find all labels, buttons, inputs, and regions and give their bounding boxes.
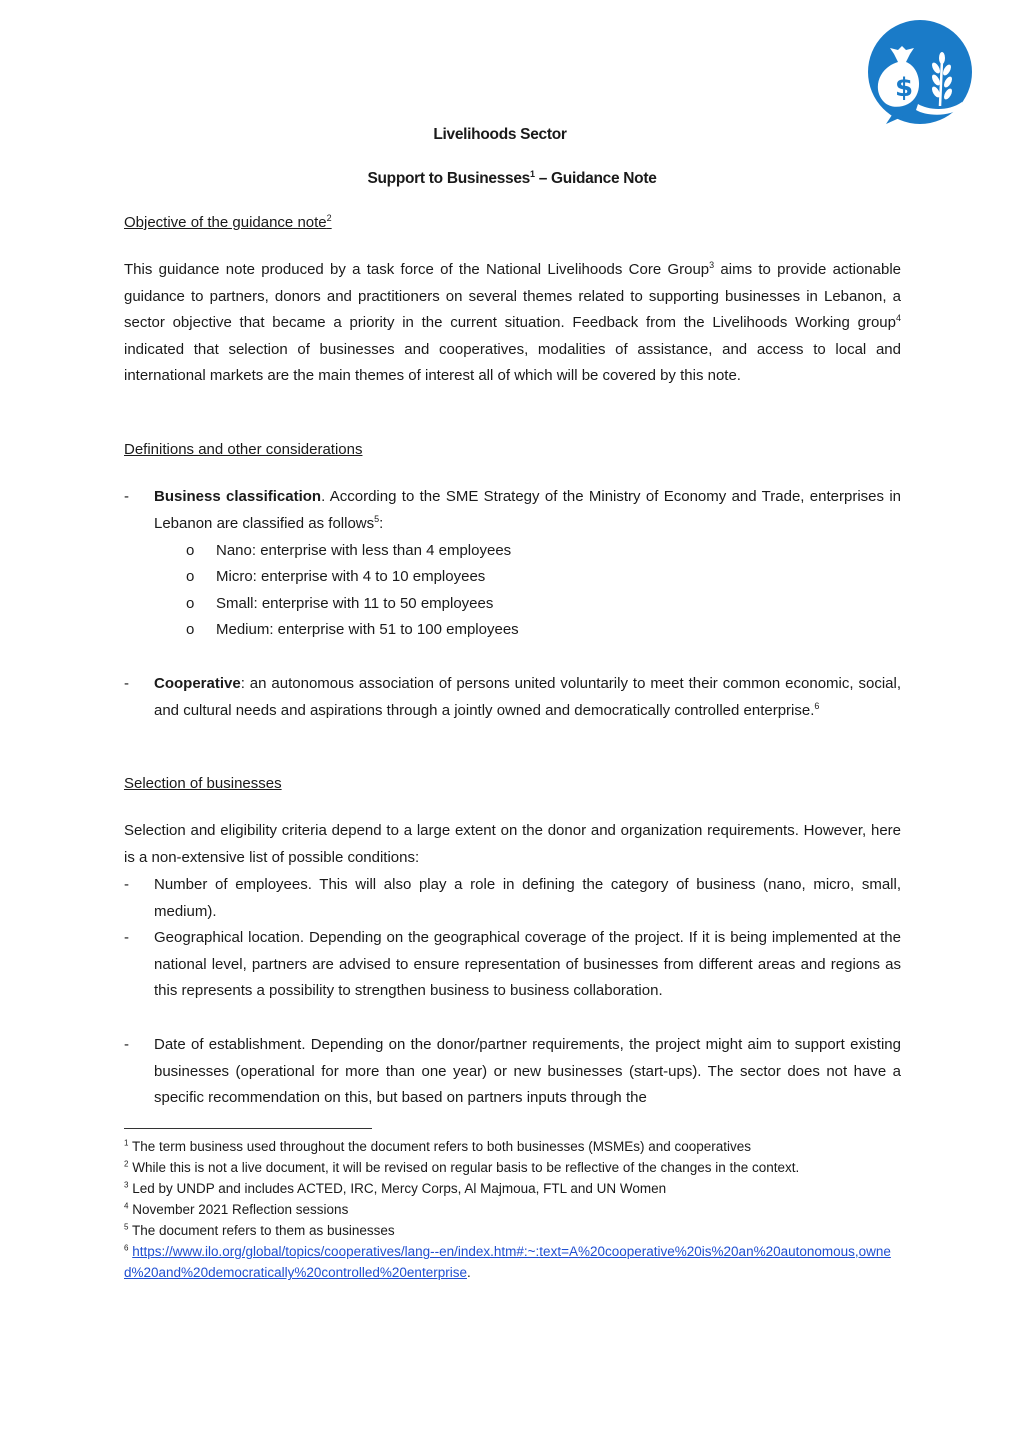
footnote-ref[interactable]: 4 (895, 313, 901, 323)
ilo-link[interactable]: https://www.ilo.org/global/topics/cooperatives/lang--en/index.htm#:~:text=A%20cooperative%20is%20an%20autonomous,owned%20and%20democratically%20controlled%20enterprise (124, 1244, 891, 1280)
selection-intro: Selection and eligibility criteria depend to a large extent on the donor and organization requirements. However, here is a non-extensive list of possible conditions: (124, 822, 901, 866)
money-bag-and-wheat-icon (864, 20, 976, 128)
list-item: - Date of establishment. Depending on the donor/partner requirements, the project might aim to support existing businesses (operational for more than one year) or new businesses (start-ups). The sector does not have a specific recommendation on this, but based on partners inputs through the (124, 1036, 901, 1106)
footnote: $^4$ November 2021 Reflection sessions (124, 1201, 349, 1217)
list-item: o Small: enterprise with 11 to 50 employees (186, 595, 494, 612)
objective-paragraph: This guidance note produced by a task force of the National Livelihoods Core Group$^3$ aims to provide actionable guidance to partners, donors and practitioners on several themes related to supporting businesses in Lebanon, a sector objective that became a priority in the current situation. Feedback from the Livelihoods Working group$^4$ indicated that selection of businesses and cooperatives, modalities of assistance, and access to local and international markets are the main themes of interest all of which will be covered by this note. (124, 260, 901, 384)
bullet-dash: - (124, 675, 129, 692)
footnote-ref[interactable]: 2 (326, 213, 332, 223)
footnote-divider (124, 1128, 372, 1129)
definition-business-classification: - Business classification. According to the SME Strategy of the Ministry of Economy and Trade, enterprises in Lebanon are classified as follows$^5$: (124, 484, 901, 537)
section-heading-objective: Objective of the guidance note$^2$ (124, 213, 332, 231)
term-label: Business classification (154, 488, 322, 505)
footnote-ref[interactable]: 6 (814, 700, 820, 711)
list-item: o Micro: enterprise with 4 to 10 employees (186, 568, 486, 585)
svg-text:$: $ (895, 73, 914, 103)
list-item: o Medium: enterprise with 51 to 100 employees (186, 621, 519, 638)
footnote: $^1$ The term business used throughout the document refers to both businesses (MSMEs) and cooperatives (124, 1138, 752, 1154)
page-title: Livelihoods Sector (433, 126, 567, 143)
list-item: - Number of employees. This will also play a role in defining the category of business (nano, micro, small, medium). (124, 876, 901, 920)
definition-cooperative: - Cooperative: an autonomous association of persons united voluntarily to meet their common economic, social, and cultural needs and aspirations through a jointly owned and democratically controlled enterprise.$^6$ (124, 671, 901, 724)
section-heading-definitions: Definitions and other considerations (124, 441, 363, 458)
section-heading-selection: Selection of businesses (124, 775, 282, 792)
footnote: $^3$ Led by UNDP and includes ACTED, IRC, Mercy Corps, Al Majmoua, FTL and UN Women (124, 1180, 667, 1196)
footnote: $^2$ While this is not a live document, it will be revised on regular basis to be reflective of the changes in the context. (124, 1159, 800, 1175)
footnotes (124, 1136, 904, 1283)
list-item: o Nano: enterprise with less than 4 employees (186, 542, 512, 559)
term-label: Cooperative (154, 675, 241, 692)
page-subtitle (12, 170, 1012, 188)
footnote-ref[interactable]: 3 (709, 260, 715, 270)
subtitle-text-end: – Guidance Note (534, 170, 657, 187)
subtitle-text: Support to Businesses (367, 170, 530, 187)
footnote-ref[interactable]: 1 (529, 168, 535, 179)
footnote-ref[interactable]: 5 (374, 513, 380, 524)
footnote: $^6$ https://www.ilo.org/global/topics/cooperatives/lang--en/index.htm#:~:text=A%20cooperative%20is%20an%20autonomous,owned%20and%20democratically%20controlled%20enterprise. (124, 1243, 891, 1280)
list-item: - Geographical location. Depending on the geographical coverage of the project. If it is being implemented at the national level, partners are advised to ensure representation of businesses from different areas and regions as this represents a possibility to strengthen business to business collaboration. (124, 929, 901, 999)
footnote: $^5$ The document refers to them as businesses (124, 1222, 395, 1238)
bullet-dash: - (124, 488, 129, 505)
